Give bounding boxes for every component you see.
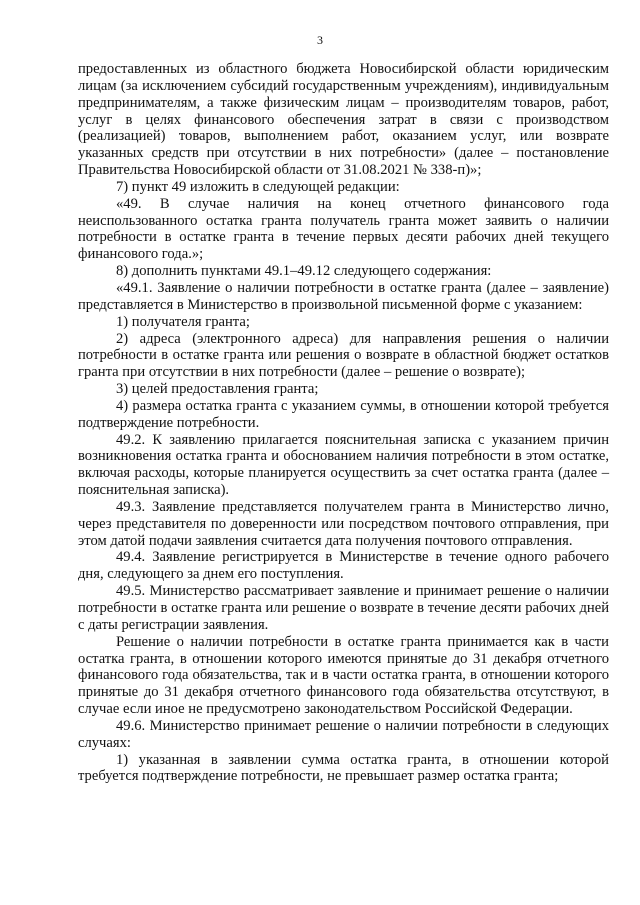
paragraph-clause-49-6: 49.6. Министерство принимает решение о наличии потребности в следующих случаях: bbox=[78, 717, 609, 751]
list-item-1-condition: 1) указанная в заявлении сумма остатка гранта, в отношении которой требуется подтверждение потребности, не превышает размер остатка гранта; bbox=[78, 751, 609, 785]
list-item-4: 4) размера остатка гранта с указанием суммы, в отношении которой требуется подтверждение потребности. bbox=[78, 397, 609, 431]
paragraph-clause-49-5: 49.5. Министерство рассматривает заявление и принимает решение о наличии потребности в остатке гранта или решение о возврате в течение десяти рабочих дней с даты регистрации заявления. bbox=[78, 583, 609, 633]
paragraph-decision: Решение о наличии потребности в остатке гранта принимается как в части остатка гранта, в отношении которого имеются принятые до 31 декабря отчетного финансового года обязательства, так и в части остатка гранта, в отношении которого принятые до 31 декабря отчетного финансового года обязательства отсутствуют, в случае если иное не предусмотрено законодательством Российской Федерации. bbox=[78, 633, 609, 718]
paragraph-item-8: 8) дополнить пунктами 49.1–49.12 следующего содержания: bbox=[116, 263, 492, 280]
list-item-2: 2) адреса (электронного адреса) для направления решения о наличии потребности в остатке гранта или решения о возврате в областной бюджет остатков гранта при отсутствии в них потребности (далее – решение о возврате); bbox=[78, 330, 609, 381]
paragraph-clause-49-4: 49.4. Заявление регистрируется в Министерстве в течение одного рабочего дня, следующего за днем его поступления. bbox=[78, 549, 609, 583]
paragraph-clause-49-1: «49.1. Заявление о наличии потребности в остатке гранта (далее – заявление) представляется в Министерство в произвольной письменной форме с указанием: bbox=[78, 279, 609, 313]
document-body bbox=[78, 61, 609, 785]
paragraph-clause-49: «49. В случае наличия на конец отчетного финансового года неиспользованного остатка гранта получатель гранта может заявить о наличии потребности в остатке гранта в течение первых десяти рабочих дней текущего финансового года.»; bbox=[78, 195, 609, 263]
list-item-1: 1) получателя гранта; bbox=[116, 313, 250, 330]
paragraph-clause-49-2: 49.2. К заявлению прилагается пояснительная записка с указанием причин возникновения остатка гранта и обоснованием наличия потребности в этом остатке, включая расходы, которые планируется осуществить за счет остатка гранта (далее – пояснительная записка). bbox=[78, 431, 609, 499]
paragraph-continuation: предоставленных из областного бюджета Новосибирской области юридическим лицам (за исключением субсидий государственным учреждениям), индивидуальным предпринимателям, а также физическим лицам – производителям товаров, работ, услуг в целях финансового обеспечения затрат в связи с производством (реализацией) товаров, выполнением работ, оказанием услуг, или возврате указанных средств при отсутствии в них потребности» (далее – постановление Правительства Новосибирской области от 31.08.2021 № 338-п)»; bbox=[78, 61, 609, 179]
paragraph-item-7: 7) пункт 49 изложить в следующей редакции: bbox=[116, 178, 400, 195]
paragraph-clause-49-3: 49.3. Заявление представляется получателем гранта в Министерство лично, через представителя по доверенности или посредством почтового отправления, при этом датой подачи заявления считается дата получения почтового отправления. bbox=[78, 498, 609, 549]
list-item-3: 3) целей предоставления гранта; bbox=[116, 381, 319, 398]
page-number: 3 bbox=[317, 33, 323, 47]
